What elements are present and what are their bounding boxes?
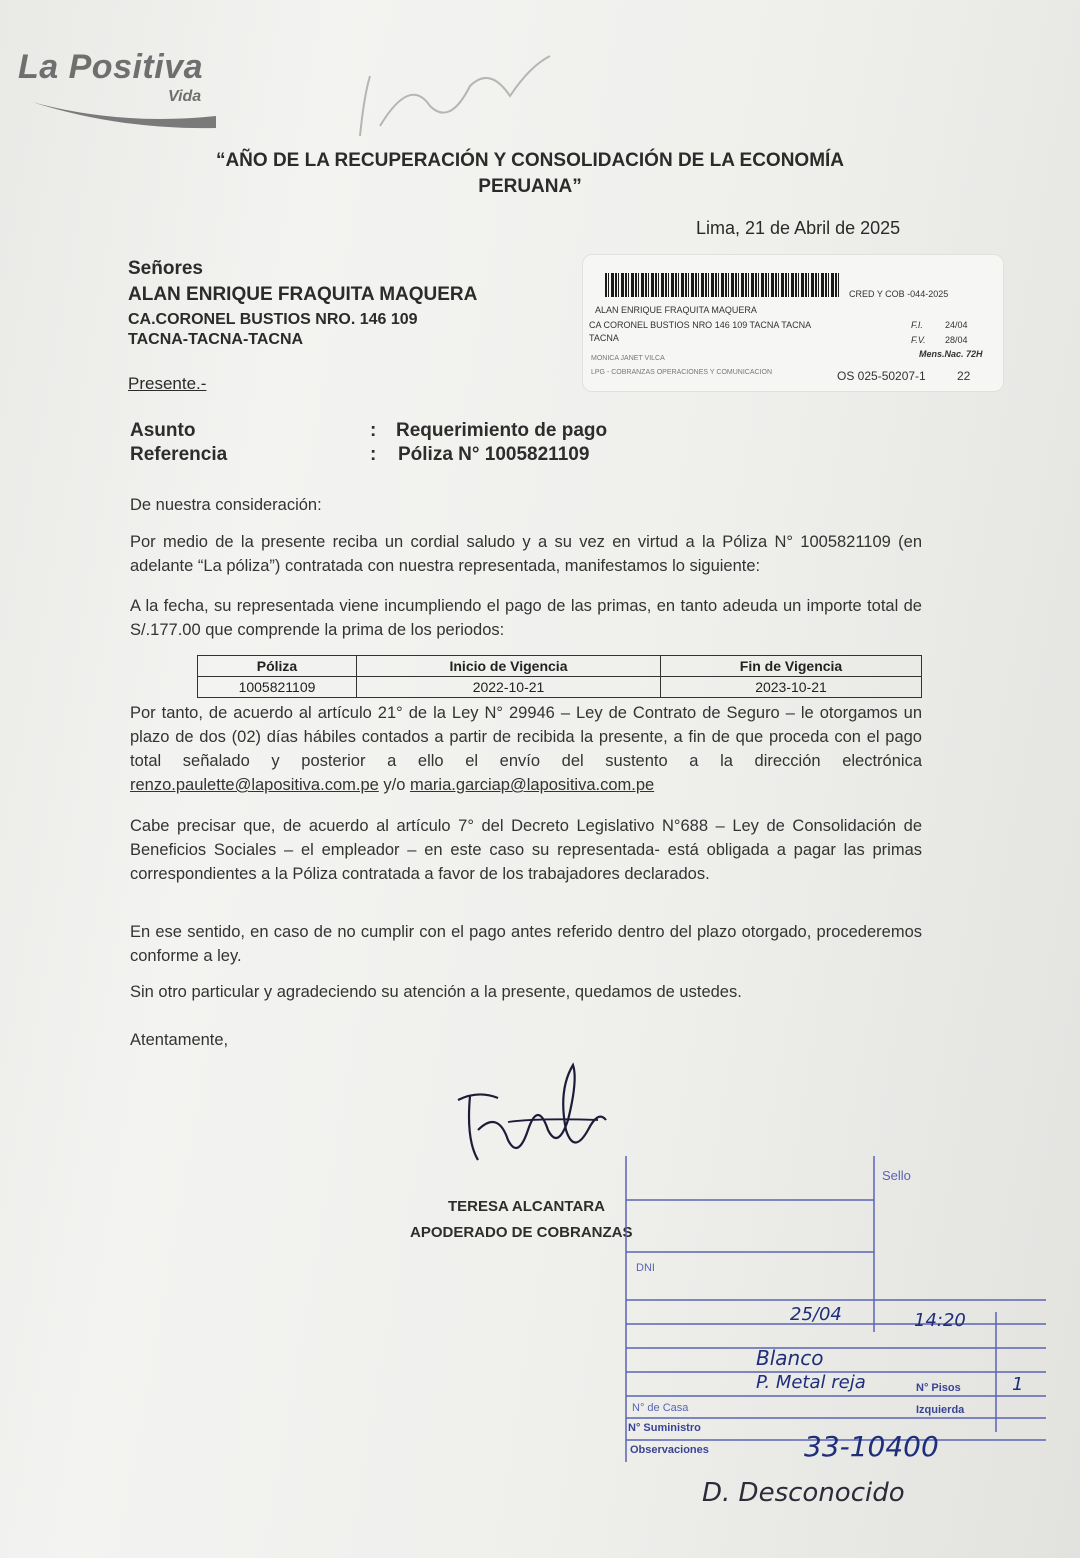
paragraph-6: Sin otro particular y agradeciendo su atención a la presente, quedamos de ustedes. xyxy=(130,983,742,1001)
table-header: Inicio de Vigencia xyxy=(357,656,661,677)
label-fv: 28/04 xyxy=(945,335,968,345)
table-header-row xyxy=(198,656,922,677)
pencil-mark-icon xyxy=(350,36,570,146)
table-cell: 1005821109 xyxy=(198,677,357,698)
barcode-icon xyxy=(605,273,841,297)
paragraph-2: A la fecha, su representada viene incumpliendo el pago de las primas, en tanto adeuda un importe total de S/.177.00 que comprende la prima de los periodos: xyxy=(130,597,922,639)
stamp-izquierda: Izquierda xyxy=(916,1404,965,1416)
asunto-colon: : xyxy=(370,420,377,441)
stamp-casa-label: N° de Casa xyxy=(632,1402,689,1414)
email-link-1[interactable]: renzo.paulette@lapositiva.com.pe xyxy=(130,776,379,794)
label-name: ALAN ENRIQUE FRAQUITA MAQUERA xyxy=(595,305,757,315)
mail-label xyxy=(582,254,1004,392)
letter-date: Lima, 21 de Abril de 2025 xyxy=(696,218,901,238)
stamp-sello: Sello xyxy=(882,1168,911,1183)
recipient-name: ALAN ENRIQUE FRAQUITA MAQUERA xyxy=(128,284,478,305)
label-fi: 24/04 xyxy=(945,320,968,330)
paragraph-4: Cabe precisar que, de acuerdo al artículo 7° del Decreto Legislativo N°688 – Ley de Consolidación de Beneficios Sociales – el empleador – en este caso su representada- está obligada a pagar las primas correspondientes a la Póliza contratada a favor de los trabajadores declarados. xyxy=(130,817,922,883)
stamp-suministro-label: N° Suministro xyxy=(628,1422,701,1434)
greeting: De nuestra consideración: xyxy=(130,496,322,514)
paragraph-3 xyxy=(130,701,922,797)
year-slogan-line1: “AÑO DE LA RECUPERACIÓN Y CONSOLIDACIÓN DE LA ECONOMÍA xyxy=(215,150,845,171)
stamp-observacion-value: 33-10400 xyxy=(804,1430,939,1463)
year-slogan-line2: PERUANA” xyxy=(478,176,582,197)
visit-stamp xyxy=(616,1152,1046,1472)
stamp-dni-label: DNI xyxy=(636,1262,655,1274)
table-cell: 2023-10-21 xyxy=(661,677,922,698)
presente-label: Presente.- xyxy=(128,374,207,393)
email-separator: y/o xyxy=(383,776,406,794)
label-fi-tag: F.I. xyxy=(911,320,923,330)
company-logo: La Positiva xyxy=(18,48,204,86)
recipient-address-line2: TACNA-TACNA-TACNA xyxy=(128,331,304,348)
asunto-value: Requerimiento de pago xyxy=(396,420,608,441)
signature-icon xyxy=(448,1060,618,1180)
table-header: Póliza xyxy=(198,656,357,677)
label-address: CA CORONEL BUSTIOS NRO 146 109 TACNA TACNA xyxy=(589,320,812,330)
referencia-value: Póliza N° 1005821109 xyxy=(398,444,590,465)
stamp-hora: 14:20 xyxy=(914,1310,966,1331)
stamp-color: Blanco xyxy=(756,1346,824,1370)
stamp-pisos-label: N° Pisos xyxy=(916,1382,961,1394)
company-logo-sub: Vida xyxy=(168,88,202,105)
label-os: OS 025-50207-1 xyxy=(837,369,926,383)
label-number: 22 xyxy=(957,369,971,383)
signer-name: TERESA ALCANTARA xyxy=(448,1198,605,1215)
stamp-observaciones-label: Observaciones xyxy=(630,1444,709,1456)
paragraph-3-text: Por tanto, de acuerdo al artículo 21° de la Ley N° 29946 – Ley de Contrato de Seguro – le otorgamos un plazo de dos (02) días hábiles contados a partir de recibida la presente, a fin de que proceda con el pago total señalado y posterior a ello el envío del sustento a la dirección electrónica xyxy=(130,704,922,770)
closing: Atentamente, xyxy=(130,1031,229,1049)
email-link-2[interactable]: maria.garciap@lapositiva.com.pe xyxy=(410,776,655,794)
paragraph-5: En ese sentido, en caso de no cumplir con el pago antes referido dentro del plazo otorgado, procederemos conforme a ley. xyxy=(130,923,922,965)
stamp-tipo-puerta: P. Metal reja xyxy=(756,1372,866,1393)
asunto-label: Asunto xyxy=(130,420,196,441)
table-cell: 2022-10-21 xyxy=(357,677,661,698)
paragraph-1: Por medio de la presente reciba un cordial saludo y a su vez en virtud a la Póliza N° 1005821109 (en adelante “La póliza”) contratada con nuestra representada, manifestamos lo siguiente: xyxy=(130,533,922,575)
label-city: TACNA xyxy=(589,333,619,343)
label-contact: MONICA JANET VILCA xyxy=(591,355,665,362)
signer-title: APODERADO DE COBRANZAS xyxy=(410,1224,633,1241)
label-dept: LPG - COBRANZAS OPERACIONES Y COMUNICACION xyxy=(591,369,772,376)
referencia-colon: : xyxy=(370,444,377,465)
table-row xyxy=(198,677,922,698)
stamp-pisos: 1 xyxy=(1012,1374,1024,1395)
table-header: Fin de Vigencia xyxy=(661,656,922,677)
logo-swoosh-icon xyxy=(30,96,230,132)
recipient-address-line1: CA.CORONEL BUSTIOS NRO. 146 109 xyxy=(128,311,418,328)
salutation: Señores xyxy=(128,258,203,279)
referencia-label: Referencia xyxy=(130,444,228,465)
label-service: Mens.Nac. 72H xyxy=(919,349,983,359)
stamp-fecha-visita: 25/04 xyxy=(790,1304,842,1325)
handwritten-note: D. Desconocido xyxy=(702,1478,905,1508)
label-cred: CRED Y COB -044-2025 xyxy=(849,289,949,299)
policy-table xyxy=(197,655,922,698)
label-fv-tag: F.V. xyxy=(911,335,926,345)
